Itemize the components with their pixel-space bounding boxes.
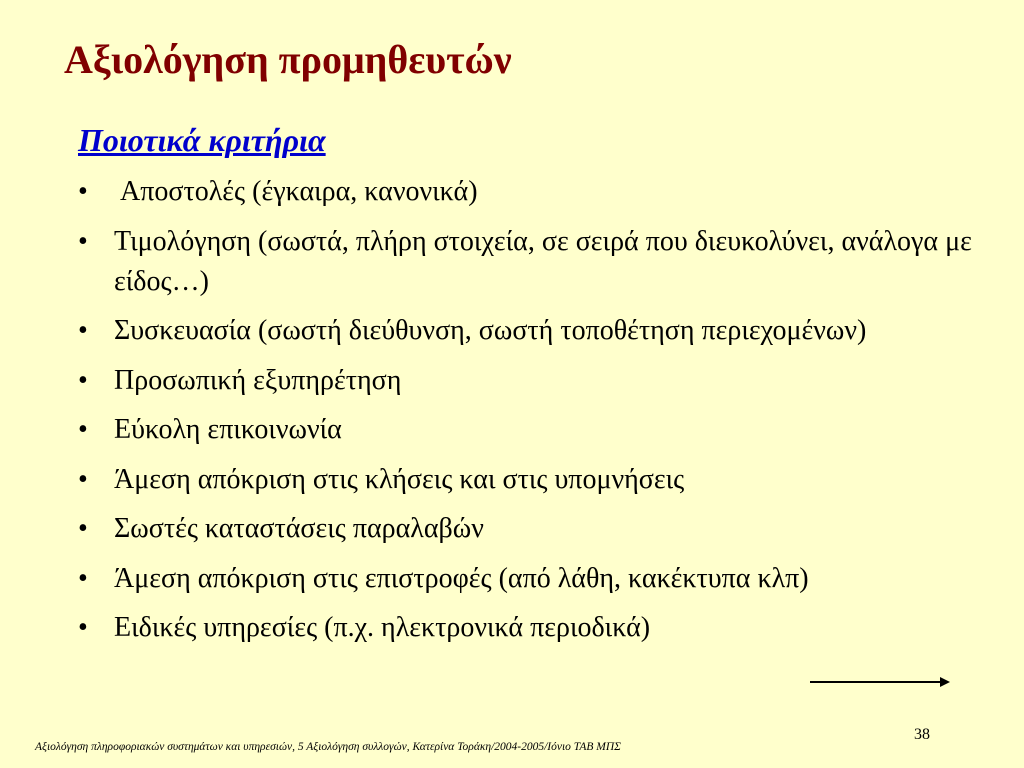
list-item [78, 361, 988, 401]
list-item [78, 222, 988, 302]
right-arrow-icon [810, 674, 950, 690]
list-item-text: Εύκολη επικοινωνία [114, 414, 342, 445]
bullet-icon: • [78, 225, 88, 257]
page-number: 38 [914, 726, 930, 743]
criteria-list [78, 172, 988, 658]
footer-text: Αξιολόγηση πληροφοριακών συστημάτων και υπηρεσιών, 5 Αξιολόγηση συλλογών, Κατερίνα Τοράκη/2004-2005/Ιόνιο ΤΑΒ ΜΠΣ [35, 741, 621, 753]
slide-title: Αξιολόγηση προμηθευτών [64, 37, 512, 82]
list-item [78, 559, 988, 599]
list-item-text: Σωστές καταστάσεις παραλαβών [114, 513, 484, 544]
bullet-icon: • [78, 414, 88, 445]
bullet-icon: • [78, 612, 88, 643]
list-item [78, 509, 988, 549]
list-item [78, 172, 988, 212]
section-subtitle: Ποιοτικά κριτήρια [78, 122, 326, 158]
list-item [78, 311, 988, 351]
list-item-text: Προσωπική εξυπηρέτηση [114, 364, 402, 396]
list-item [78, 410, 988, 450]
list-item-text: Συσκευασία (σωστή διεύθυνση, σωστή τοποθέτηση περιεχομένων) [114, 315, 867, 346]
bullet-icon: • [78, 364, 88, 396]
bullet-icon: • [78, 176, 88, 207]
list-item-text: Άμεση απόκριση στις κλήσεις και στις υπομνήσεις [114, 463, 685, 495]
list-item-text: Αποστολές (έγκαιρα, κανονικά) [120, 176, 478, 207]
bullet-icon: • [78, 315, 88, 346]
list-item-text: Άμεση απόκριση στις επιστροφές (από λάθη, κακέκτυπα κλπ) [114, 562, 809, 594]
list-item-text: Ειδικές υπηρεσίες (π.χ. ηλεκτρονικά περιοδικά) [114, 612, 651, 643]
bullet-icon: • [78, 513, 88, 544]
list-item-text: Τιμολόγηση (σωστά, πλήρη στοιχεία, σε σειρά που διευκολύνει, ανάλογα με είδος…) [114, 225, 972, 297]
bullet-icon: • [78, 562, 88, 594]
list-item [78, 460, 988, 500]
list-item [78, 608, 988, 648]
bullet-icon: • [78, 463, 88, 495]
